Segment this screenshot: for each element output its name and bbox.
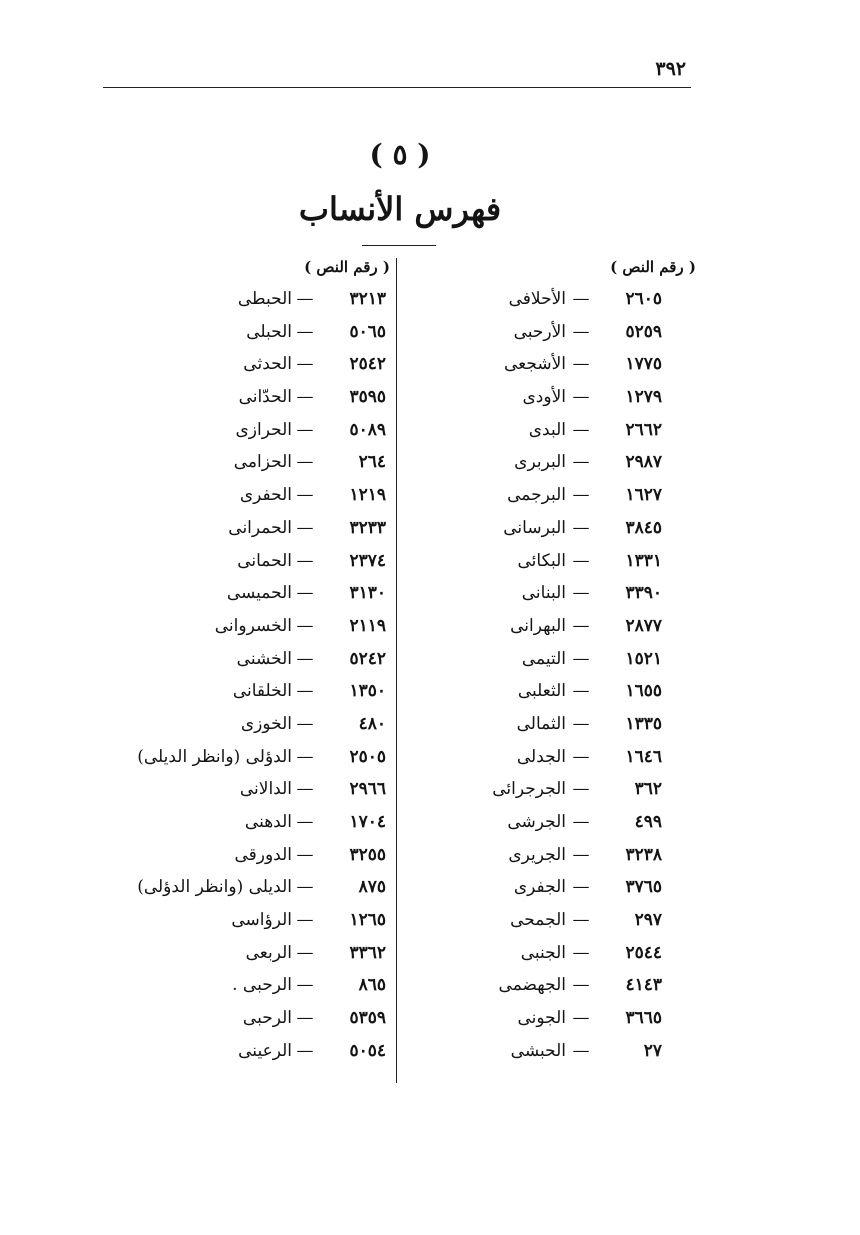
entry-number: ١٣٣٥ — [625, 713, 662, 734]
title-rule — [362, 245, 436, 246]
index-entry — [402, 1002, 662, 1035]
index-entry — [402, 414, 662, 447]
entry-number: ٨٧٥ — [358, 877, 386, 898]
index-entry — [402, 316, 662, 349]
entry-number: ٢٥٠٥ — [349, 746, 386, 767]
entry-number: ٣٣٦٢ — [349, 942, 386, 963]
entry-name: الرعينى — [238, 1040, 292, 1061]
entry-name: الأشجعى — [503, 354, 566, 375]
entry-number: ٣١٣٠ — [349, 583, 386, 604]
entry-number: ٥٠٨٩ — [349, 419, 386, 440]
entry-name: البربرى — [514, 452, 566, 473]
entry-dash: — — [296, 354, 314, 375]
entry-dash: — — [572, 1040, 590, 1061]
entry-dash: — — [296, 550, 314, 571]
entry-name: الحمانى — [237, 550, 292, 571]
entry-name: الخوزى — [240, 713, 292, 734]
entry-name: الحبشى — [510, 1040, 566, 1061]
right-column-header: ( رقم النص ) — [610, 258, 696, 276]
index-entry — [104, 643, 386, 676]
entry-name: الجرشى — [507, 812, 566, 832]
entry-dash: — — [572, 419, 590, 440]
index-entry — [104, 1035, 386, 1068]
entry-dash: — — [296, 844, 314, 865]
right-column — [402, 283, 662, 1068]
index-entry — [104, 741, 386, 774]
index-title: فهرس الأنساب — [298, 190, 502, 228]
entry-number: ٣٧٦٥ — [625, 877, 662, 898]
index-entry — [104, 610, 386, 643]
left-column-header: ( رقم النص ) — [304, 258, 390, 276]
entry-dash: — — [572, 289, 590, 309]
entry-dash: — — [572, 615, 590, 636]
index-entry — [402, 643, 662, 676]
entry-number: ٥٢٤٢ — [349, 648, 386, 669]
entry-number: ١٢٦٥ — [349, 910, 386, 931]
entry-name: الديلى (وانظر الدؤلى) — [137, 877, 292, 898]
entry-dash: — — [296, 517, 314, 538]
index-entry — [402, 381, 662, 414]
entry-dash: — — [296, 975, 314, 996]
index-entry — [402, 577, 662, 610]
entry-number: ٢١١٩ — [349, 615, 386, 636]
entry-number: ٣٢٣٣ — [349, 517, 386, 538]
entry-dash: — — [572, 975, 590, 996]
entry-name: الأحلافى — [508, 289, 566, 309]
entry-dash: — — [572, 746, 590, 767]
entry-dash: — — [572, 844, 590, 865]
entry-name: الجريرى — [508, 844, 566, 865]
entry-dash: — — [572, 779, 590, 800]
entry-name: الحمرانى — [228, 517, 292, 538]
entry-dash: — — [296, 1040, 314, 1061]
entry-name: الأرحبى — [513, 321, 566, 342]
entry-dash: — — [572, 877, 590, 898]
entry-name: التيمى — [521, 648, 566, 669]
entry-name: الحفرى — [239, 485, 292, 506]
index-entry — [402, 1035, 662, 1068]
index-entry — [402, 839, 662, 872]
index-entry — [402, 806, 662, 839]
entry-number: ٣٨٤٥ — [625, 517, 662, 538]
entry-dash: — — [296, 583, 314, 604]
entry-name: البرسانى — [503, 517, 566, 538]
entry-dash: — — [296, 419, 314, 440]
entry-dash: — — [572, 1008, 590, 1029]
entry-number: ٣٦٦٥ — [625, 1008, 662, 1029]
page-number: ٣٩٢ — [655, 58, 686, 80]
entry-dash: — — [296, 877, 314, 898]
entry-number: ٥٠٦٥ — [349, 321, 386, 342]
entry-number: ٥٣٥٩ — [349, 1008, 386, 1029]
entry-dash: — — [296, 452, 314, 473]
column-divider — [396, 258, 397, 1083]
entry-name: الجمحى — [510, 910, 566, 931]
entry-number: ٢٥٤٢ — [349, 354, 386, 375]
entry-number: ٢٦٦٢ — [625, 419, 662, 440]
entry-number: ٣٢٥٥ — [349, 844, 386, 865]
index-entry — [104, 839, 386, 872]
entry-name: الحميسى — [226, 583, 292, 604]
header-rule — [103, 87, 691, 88]
entry-dash: — — [296, 746, 314, 767]
entry-dash: — — [572, 812, 590, 832]
entry-number: ١٢٧٩ — [625, 387, 662, 408]
index-entry — [104, 545, 386, 578]
index-entry — [104, 348, 386, 381]
entry-number: ٣٢٣٨ — [625, 844, 662, 865]
entry-number: ٢٣٧٤ — [349, 550, 386, 571]
entry-number: ٣٥٩٥ — [349, 387, 386, 408]
entry-number: ٢٦٤ — [358, 452, 386, 473]
left-column — [104, 283, 386, 1068]
entry-name: الخلقانى — [232, 681, 292, 702]
entry-number: ٢٩٦٦ — [349, 779, 386, 800]
entry-number: ١٣٥٠ — [349, 681, 386, 702]
index-entry — [104, 937, 386, 970]
entry-name: الحزامى — [233, 452, 292, 473]
entry-number: ٤٨٠ — [358, 713, 386, 734]
entry-number: ٢٥٤٤ — [625, 942, 662, 963]
index-entry — [402, 969, 662, 1002]
entry-name: الدؤلى (وانظر الديلى) — [137, 746, 292, 767]
entry-number: ١٢١٩ — [349, 485, 386, 506]
entry-name: الرحبى . — [232, 975, 292, 996]
entry-dash: — — [296, 387, 314, 408]
entry-number: ٣٢١٣ — [349, 289, 386, 309]
entry-dash: — — [572, 583, 590, 604]
entry-dash: — — [572, 713, 590, 734]
entry-name: البنانى — [521, 583, 566, 604]
entry-name: الرحبى — [242, 1008, 292, 1029]
entry-name: الثعلبى — [517, 681, 566, 702]
entry-dash: — — [572, 910, 590, 931]
entry-name: الحدثى — [243, 354, 292, 375]
entry-number: ١٦٤٦ — [625, 746, 662, 767]
entry-number: ١٦٥٥ — [625, 681, 662, 702]
index-entry — [402, 479, 662, 512]
entry-dash: — — [572, 354, 590, 375]
entry-number: ١٣٣١ — [625, 550, 662, 571]
entry-name: الجنبى — [520, 942, 566, 963]
section-number: ( ٥ ) — [369, 138, 431, 171]
entry-dash: — — [296, 942, 314, 963]
entry-name: الثمالى — [516, 713, 566, 734]
entry-name: الحبلى — [246, 321, 292, 342]
entry-number: ١٧٠٤ — [349, 812, 386, 832]
entry-number: ٣٦٢ — [634, 779, 662, 800]
entry-number: ٢٧ — [643, 1040, 662, 1061]
index-entry — [402, 871, 662, 904]
index-entry — [104, 904, 386, 937]
entry-name: الجهضمى — [498, 975, 566, 996]
index-entry — [104, 446, 386, 479]
entry-dash: — — [296, 910, 314, 931]
entry-number: ١٥٢١ — [625, 648, 662, 669]
entry-name: الحرازى — [235, 419, 292, 440]
index-entry — [104, 969, 386, 1002]
entry-name: الربعى — [245, 942, 292, 963]
entry-number: ٤٩٩ — [634, 812, 662, 832]
index-entry — [402, 675, 662, 708]
index-entry — [104, 806, 386, 839]
entry-number: ٥٠٥٤ — [349, 1040, 386, 1061]
entry-name: الخسروانى — [214, 615, 292, 636]
entry-dash: — — [296, 615, 314, 636]
entry-dash: — — [572, 387, 590, 408]
entry-number: ٨٦٥ — [358, 975, 386, 996]
entry-name: الحبطى — [237, 289, 292, 309]
entry-name: الجدلى — [516, 746, 566, 767]
index-entry — [104, 675, 386, 708]
entry-dash: — — [572, 517, 590, 538]
index-entry — [104, 316, 386, 349]
entry-number: ٢٨٧٧ — [625, 615, 662, 636]
index-entry — [104, 871, 386, 904]
index-entry — [402, 773, 662, 806]
entry-dash: — — [296, 485, 314, 506]
index-entry — [402, 741, 662, 774]
entry-dash: — — [296, 812, 314, 832]
index-entry — [104, 1002, 386, 1035]
entry-name: البرجمى — [507, 485, 566, 506]
entry-dash: — — [296, 713, 314, 734]
index-entry — [104, 512, 386, 545]
entry-dash: — — [572, 942, 590, 963]
index-entry — [104, 381, 386, 414]
entry-number: ١٦٢٧ — [625, 485, 662, 506]
index-entry — [402, 348, 662, 381]
index-entry — [402, 283, 662, 316]
entry-dash: — — [296, 1008, 314, 1029]
entry-name: الخشنى — [236, 648, 292, 669]
entry-dash: — — [572, 681, 590, 702]
entry-name: الجرجرائى — [492, 779, 566, 800]
entry-number: ٥٢٥٩ — [625, 321, 662, 342]
index-entry — [104, 414, 386, 447]
entry-dash: — — [296, 779, 314, 800]
entry-number: ٤١٤٣ — [625, 975, 662, 996]
entry-number: ٣٣٩٠ — [625, 583, 662, 604]
entry-name: البدى — [528, 419, 566, 440]
entry-name: الرؤاسى — [231, 910, 292, 931]
entry-dash: — — [572, 550, 590, 571]
index-entry — [402, 446, 662, 479]
index-entry — [104, 577, 386, 610]
entry-name: الجفرى — [513, 877, 566, 898]
entry-dash: — — [296, 681, 314, 702]
index-entry — [402, 904, 662, 937]
entry-number: ٢٩٨٧ — [625, 452, 662, 473]
index-entry — [402, 708, 662, 741]
index-entry — [104, 773, 386, 806]
entry-name: الدهنى — [244, 812, 292, 832]
index-entry — [104, 708, 386, 741]
entry-name: البكائى — [517, 550, 566, 571]
index-entry — [402, 512, 662, 545]
entry-dash: — — [296, 321, 314, 342]
index-entry — [402, 937, 662, 970]
index-entry — [104, 479, 386, 512]
entry-dash: — — [572, 321, 590, 342]
index-entry — [402, 545, 662, 578]
entry-dash: — — [296, 648, 314, 669]
entry-number: ١٧٧٥ — [625, 354, 662, 375]
entry-number: ٢٦٠٥ — [625, 289, 662, 309]
entry-name: الدالانى — [239, 779, 292, 800]
entry-name: البهرانى — [510, 615, 566, 636]
entry-name: الحدّانى — [238, 387, 292, 408]
entry-dash: — — [572, 452, 590, 473]
index-entry — [104, 283, 386, 316]
entry-number: ٢٩٧ — [634, 910, 662, 931]
entry-name: الجونى — [517, 1008, 566, 1029]
entry-dash: — — [572, 648, 590, 669]
entry-name: الأودى — [522, 387, 566, 408]
index-entry — [402, 610, 662, 643]
entry-name: الدورقى — [234, 844, 292, 865]
entry-dash: — — [572, 485, 590, 506]
entry-dash: — — [296, 289, 314, 309]
